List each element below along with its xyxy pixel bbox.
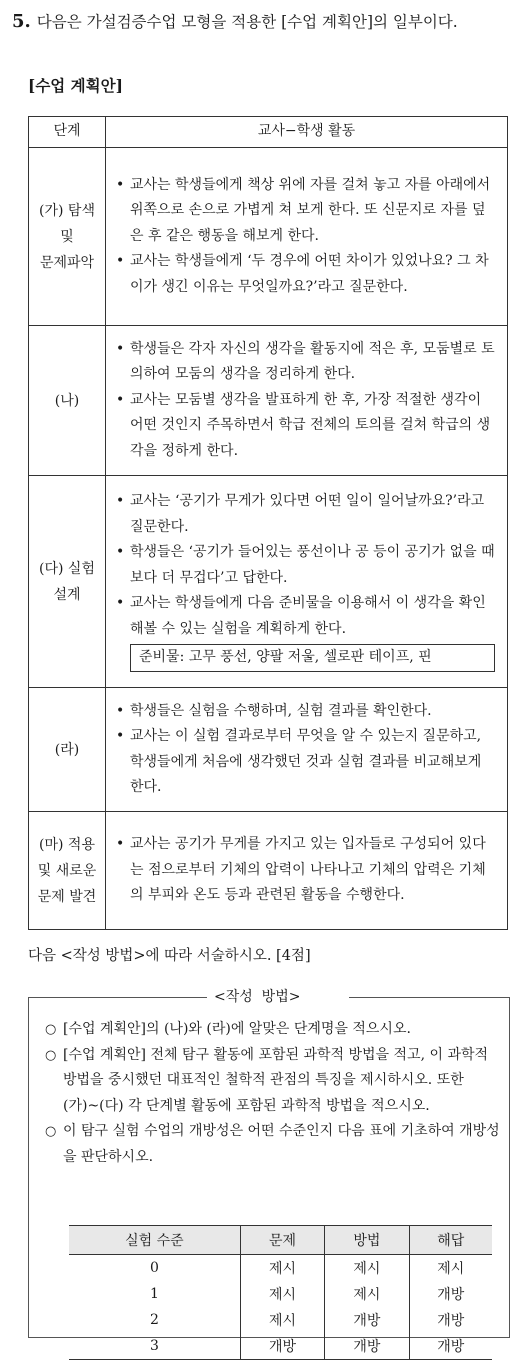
activity-cell xyxy=(106,326,508,476)
table-cell: 개방 xyxy=(409,1281,492,1307)
activity-item: • 교사는 ‘공기가 무게가 있다면 어떤 일이 일어날까요?’라고 질문한다. xyxy=(116,489,495,540)
table-row xyxy=(69,1255,492,1282)
plan-header-stage: 단계 xyxy=(29,117,106,148)
method-items xyxy=(45,1017,501,1170)
stage-label: (나) xyxy=(29,326,106,476)
activity-cell xyxy=(106,148,508,326)
answer-header: 해답 xyxy=(409,1226,492,1255)
table-cell: 개방 xyxy=(409,1333,492,1360)
activity-item: • 교사는 학생들에게 ‘두 경우에 어떤 차이가 있었나요? 그 차이가 생긴 이유는 무엇일까요?’라고 질문한다. xyxy=(116,249,495,300)
activity-cell xyxy=(106,812,508,930)
instruction-text: 다음 <작성 방법>에 따라 서술하시오. [4점] xyxy=(28,948,311,964)
question-text: 다음은 가설검증수업 모형을 적용한 [수업 계획안]의 일부이다. xyxy=(36,13,458,31)
method-box-title: <작성 방법> xyxy=(212,986,302,1006)
method-header: 방법 xyxy=(325,1226,409,1255)
activity-cell xyxy=(106,688,508,812)
problem-header: 문제 xyxy=(240,1226,324,1255)
stage-label: (마) 적용 및 새로운 문제 발견 xyxy=(29,812,106,930)
stage-label: (가) 탐색 및 문제파악 xyxy=(29,148,106,326)
activity-item: • 학생들은 각자 자신의 생각을 활동지에 적은 후, 모둠별로 토의하여 모둠의 생각을 정리하게 한다. xyxy=(116,337,495,388)
plan-row xyxy=(29,326,508,476)
table-cell: 제시 xyxy=(409,1255,492,1282)
question-number: 5. xyxy=(12,11,31,32)
activity-item: • 교사는 모둠별 생각을 발표하게 한 후, 가장 적절한 생각이 어떤 것인지 주목하면서 학급 전체의 토의를 걸쳐 학급의 생각을 정하게 한다. xyxy=(116,388,495,465)
activity-item: • 교사는 학생들에게 책상 위에 자를 걸쳐 놓고 자를 아래에서 위쪽으로 손으로 가볍게 쳐 보게 한다. 또 신문지로 자를 덮은 후 같은 행동을 해보게 한다. xyxy=(116,173,495,250)
table-cell: 제시 xyxy=(240,1281,324,1307)
activity-item: • 교사는 공기가 무게를 가지고 있는 입자들로 구성되어 있다는 점으로부터 기체의 압력이 나타나고 기체의 압력은 기체의 부피와 온도 등과 관련된 활동을 수행한다. xyxy=(116,832,495,909)
materials-box: 준비물: 고무 풍선, 양팔 저울, 셀로판 테이프, 핀 xyxy=(130,644,495,672)
table-row xyxy=(69,1333,492,1360)
activity-item: • 학생들은 실험을 수행하며, 실험 결과를 확인한다. xyxy=(116,699,495,725)
table-cell: 개방 xyxy=(325,1307,409,1333)
activity-item: • 학생들은 ‘공기가 들어있는 풍선이나 공 등이 공기가 없을 때보다 더 무겁다’고 답한다. xyxy=(116,540,495,591)
method-item: ○ 이 탐구 실험 수업의 개방성은 어떤 수준인지 다음 표에 기초하여 개방성을 판단하시오. xyxy=(45,1119,501,1170)
stage-label: (라) xyxy=(29,688,106,812)
plan-row xyxy=(29,148,508,326)
plan-header-activity: 교사−학생 활동 xyxy=(106,117,508,148)
box-border-left xyxy=(29,997,207,998)
table-cell: 제시 xyxy=(325,1255,409,1282)
level-header: 실험 수준 xyxy=(69,1226,240,1255)
method-item: ○ [수업 계획안]의 (나)와 (라)에 알맞은 단계명을 적으시오. xyxy=(45,1017,501,1043)
table-cell: 제시 xyxy=(240,1255,324,1282)
table-cell: 개방 xyxy=(409,1307,492,1333)
table-cell: 0 xyxy=(149,1260,159,1276)
openness-level-table xyxy=(69,1225,492,1360)
table-cell: 개방 xyxy=(325,1333,409,1360)
activity-cell xyxy=(106,476,508,688)
plan-row xyxy=(29,476,508,688)
table-row xyxy=(69,1307,492,1333)
table-cell: 제시 xyxy=(240,1307,324,1333)
plan-row xyxy=(29,812,508,930)
method-item: ○ [수업 계획안] 전체 탐구 활동에 포함된 과학적 방법을 적고, 이 과학적 방법을 중시했던 대표적인 철학적 관점의 특징을 제시하시오. 또한 (가)~(다) 각 단계별 활동에 포함된 과학적 방법을 적으시오. xyxy=(45,1043,501,1120)
activity-item: • 교사는 학생들에게 다음 준비물을 이용해서 이 생각을 확인해볼 수 있는 실험을 계획하게 한다. xyxy=(116,591,495,642)
method-box xyxy=(28,989,510,1355)
table-cell: 개방 xyxy=(240,1333,324,1360)
box-border-right xyxy=(349,997,509,998)
activity-item: • 교사는 이 실험 결과로부터 무엇을 알 수 있는지 질문하고, 학생들에게 처음에 생각했던 것과 실험 결과를 비교해보게 한다. xyxy=(116,724,495,801)
plan-label: [수업 계획안] xyxy=(28,76,123,95)
table-cell: 2 xyxy=(149,1312,159,1328)
plan-row xyxy=(29,688,508,812)
table-cell: 1 xyxy=(149,1286,159,1302)
table-cell: 3 xyxy=(69,1333,240,1360)
stage-label: (다) 실험 설계 xyxy=(29,476,106,688)
lesson-plan-table xyxy=(28,116,508,930)
table-cell: 제시 xyxy=(325,1281,409,1307)
table-row xyxy=(69,1281,492,1307)
question-stem xyxy=(12,8,512,36)
